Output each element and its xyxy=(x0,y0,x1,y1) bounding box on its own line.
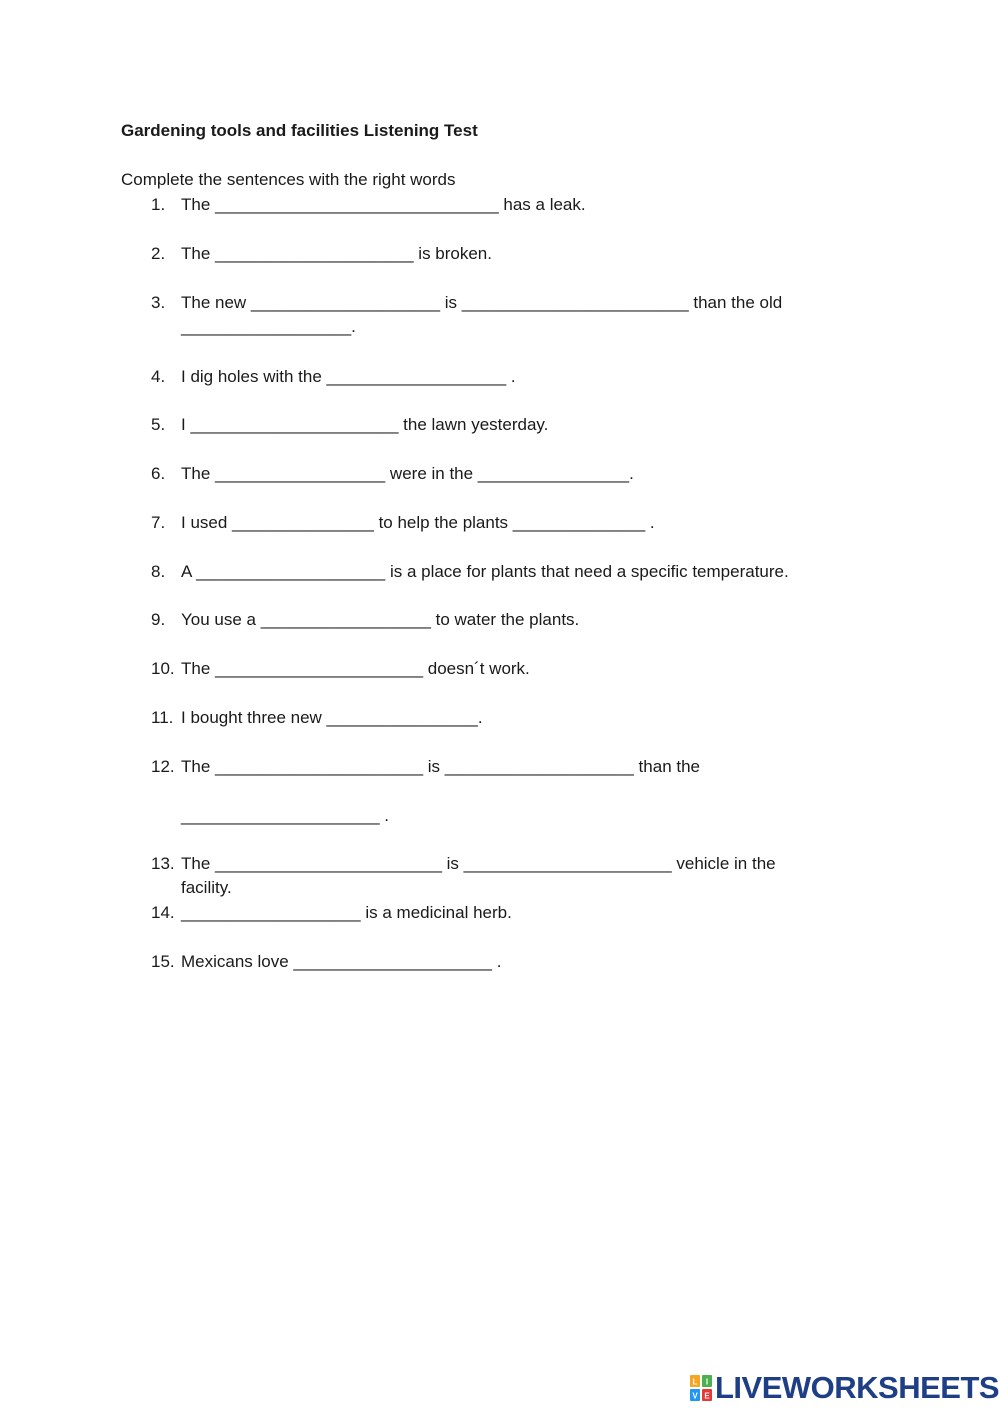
question-number: 10. xyxy=(151,659,175,678)
question-number: 1. xyxy=(151,195,166,214)
question-number: 9. xyxy=(151,610,166,629)
question-text: ___________________ is a medicinal herb. xyxy=(181,903,512,922)
liveworksheets-logo-icon xyxy=(690,1375,712,1401)
question-text: The _____________________ is broken. xyxy=(181,244,492,263)
question-continuation: facility. xyxy=(181,878,232,897)
question-6 xyxy=(151,462,851,486)
page-title: Gardening tools and facilities Listening Test xyxy=(121,121,478,140)
question-number: 5. xyxy=(151,415,166,434)
question-number: 11. xyxy=(151,708,174,727)
question-text: You use a __________________ to water the plants. xyxy=(181,610,580,629)
instructions: Complete the sentences with the right words xyxy=(121,170,456,189)
liveworksheets-logo[interactable] xyxy=(690,1372,999,1404)
question-3 xyxy=(151,291,851,339)
svg-text:E: E xyxy=(704,1391,710,1401)
question-13 xyxy=(151,852,851,900)
question-text: The ______________________ doesn´t work. xyxy=(181,659,530,678)
question-text: The new ____________________ is ________________________ than the old xyxy=(181,293,783,312)
question-number: 14. xyxy=(151,903,175,922)
question-number: 7. xyxy=(151,513,166,532)
question-12-continuation xyxy=(151,804,851,828)
question-12 xyxy=(151,755,851,779)
question-8 xyxy=(151,560,851,584)
question-1 xyxy=(151,193,851,217)
question-text: _____________________ . xyxy=(181,806,389,825)
question-number: 8. xyxy=(151,562,166,581)
question-text: The __________________ were in the ________________. xyxy=(181,464,634,483)
svg-text:L: L xyxy=(692,1377,698,1387)
question-number: 15. xyxy=(151,952,175,971)
question-14 xyxy=(151,901,851,925)
question-text: Mexicans love _____________________ . xyxy=(181,952,502,971)
question-text: I dig holes with the ___________________ . xyxy=(181,367,516,386)
question-9 xyxy=(151,608,851,632)
question-15 xyxy=(151,950,851,974)
question-text: The ________________________ is ______________________ vehicle in the xyxy=(181,854,776,873)
svg-text:I: I xyxy=(705,1377,709,1387)
question-7 xyxy=(151,511,851,535)
question-2 xyxy=(151,242,851,266)
question-number: 12. xyxy=(151,757,175,776)
question-number: 2. xyxy=(151,244,166,263)
question-number: 6. xyxy=(151,464,166,483)
question-11 xyxy=(151,706,851,730)
question-number: 13. xyxy=(151,854,175,873)
question-continuation: __________________. xyxy=(181,317,356,336)
question-10 xyxy=(151,657,851,681)
question-number: 4. xyxy=(151,367,166,386)
question-text: A ____________________ is a place for plants that need a specific temperature. xyxy=(181,562,789,581)
question-5 xyxy=(151,413,851,437)
liveworksheets-logo-text: LIVEWORKSHEETS xyxy=(715,1370,999,1405)
question-text: The ______________________ is ____________________ than the xyxy=(181,757,700,776)
question-number: 3. xyxy=(151,293,166,312)
question-text: I used _______________ to help the plants ______________ . xyxy=(181,513,655,532)
svg-text:V: V xyxy=(692,1391,698,1401)
question-text: The ______________________________ has a leak. xyxy=(181,195,586,214)
question-text: I ______________________ the lawn yesterday. xyxy=(181,415,549,434)
question-4 xyxy=(151,365,851,389)
question-text: I bought three new ________________. xyxy=(181,708,483,727)
